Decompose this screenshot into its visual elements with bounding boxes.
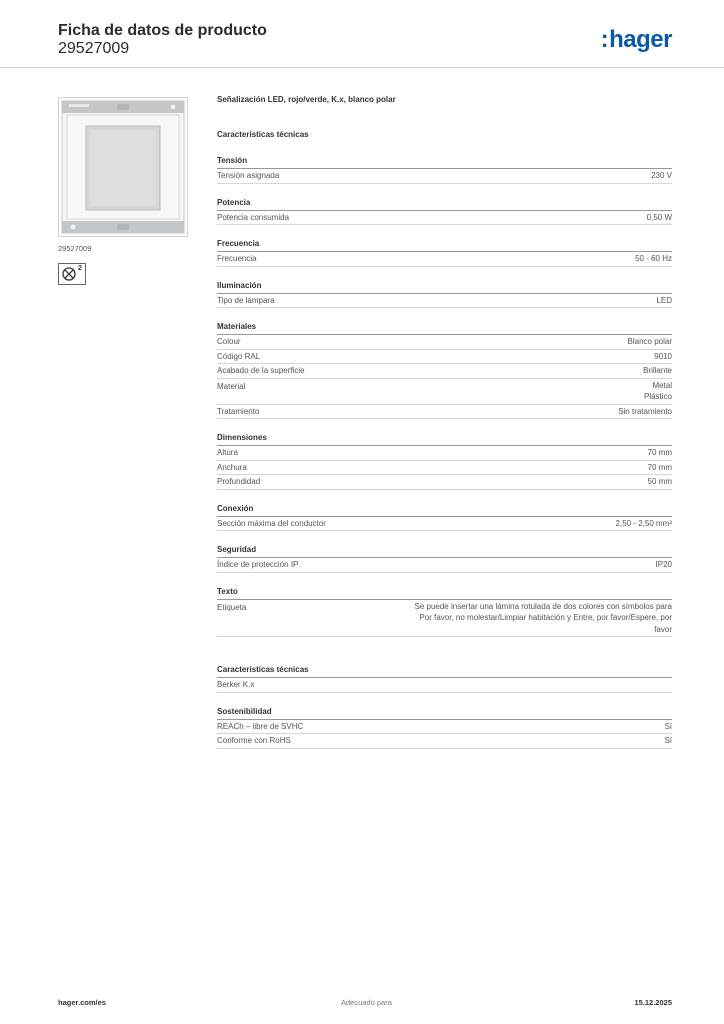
spec-key: Material	[217, 381, 246, 391]
value-line: Metal	[652, 380, 672, 390]
value-line: favor	[654, 624, 672, 634]
section-tension	[217, 154, 672, 184]
spec-row	[217, 600, 672, 638]
lamp-count: 2	[78, 265, 82, 272]
spec-value: 70 mm	[647, 448, 672, 457]
section-frecuencia	[217, 237, 672, 267]
spec-key: Código RAL	[217, 351, 261, 361]
spec-key: Berker K.x	[217, 680, 255, 689]
spec-row	[217, 364, 672, 379]
section-materiales	[217, 320, 672, 419]
spec-key: Sección máxima del conductor	[217, 518, 326, 528]
spec-key: Altura	[217, 448, 238, 457]
spec-value	[352, 601, 672, 636]
spec-key: Conforme con RoHS	[217, 736, 291, 745]
spec-row	[217, 678, 672, 693]
spec-key: Colour	[217, 337, 241, 346]
section-title: Conexión	[217, 502, 672, 517]
section-potencia	[217, 196, 672, 226]
logo-text: hager	[609, 26, 672, 53]
section-title: Características técnicas	[217, 663, 672, 678]
product-specs	[217, 95, 672, 761]
document-title: Ficha de datos de producto	[58, 22, 267, 39]
spec-row	[217, 379, 672, 405]
section-conexion	[217, 502, 672, 532]
lamp-icon	[61, 266, 77, 282]
spec-row	[217, 734, 672, 749]
spec-row	[217, 211, 672, 226]
spec-value: Sí	[664, 736, 672, 745]
spec-key: REACh – libre de SVHC	[217, 721, 304, 731]
section-sostenibilidad	[217, 705, 672, 749]
section-title: Seguridad	[217, 543, 672, 558]
spec-key: Tipo de lámpara	[217, 295, 275, 305]
spec-row	[217, 475, 672, 490]
spec-key: Tratamiento	[217, 406, 260, 416]
spec-row	[217, 558, 672, 573]
spec-row	[217, 294, 672, 309]
footer-date: 15.12.2025	[634, 998, 672, 1007]
product-number: 29527009	[58, 40, 130, 57]
product-description: Señalización LED, rojo/verde, K.x, blanco polar	[217, 95, 396, 104]
value-line: Se puede insertar una lámina rotulada de dos colores con símbolos para	[414, 601, 672, 611]
spec-row	[217, 446, 672, 461]
spec-value: 70 mm	[647, 462, 672, 472]
spec-value: Sin tratamiento	[618, 406, 672, 416]
section-title: Sostenibilidad	[217, 705, 672, 720]
section-dimensiones	[217, 431, 672, 490]
spec-key: Anchura	[217, 462, 247, 472]
spec-row	[217, 461, 672, 476]
spec-value: 50 mm	[647, 477, 672, 486]
footer-center: Adecuado para	[341, 998, 392, 1007]
section-title: Características técnicas	[217, 130, 309, 139]
spec-value: 9010	[654, 351, 672, 361]
section-title: Iluminación	[217, 279, 672, 294]
spec-key: Etiqueta	[217, 602, 247, 612]
spec-row	[217, 350, 672, 365]
section-title: Tensión	[217, 154, 672, 169]
spec-value: 230 V	[651, 171, 672, 180]
spec-row	[217, 405, 672, 420]
section-title: Potencia	[217, 196, 672, 211]
spec-value: 50 - 60 Hz	[635, 254, 672, 263]
page-header	[58, 22, 672, 66]
hager-logo: :hager	[600, 26, 672, 53]
spec-row	[217, 169, 672, 184]
spec-value: 2,50 - 2,50 mm²	[615, 518, 672, 528]
value-line: Plástico	[643, 392, 672, 401]
section-texto	[217, 585, 672, 638]
spec-value: Blanco polar	[627, 337, 672, 346]
value-line: Por favor, no molestar/Limpiar habitación y Entre, por favor/Espere, por	[419, 613, 672, 622]
header-divider	[0, 67, 724, 68]
spec-key: Índice de protección IP	[217, 560, 299, 569]
spec-key: Potencia consumida	[217, 212, 290, 222]
spec-key: Acabado de la superficie	[217, 366, 305, 375]
spec-value: LED	[656, 295, 672, 305]
spec-value: 0,50 W	[646, 212, 672, 222]
spec-value: Brillante	[643, 366, 672, 375]
spec-row	[217, 252, 672, 267]
footer-website: hager.com/es	[58, 998, 106, 1007]
section-title: Texto	[217, 585, 672, 600]
product-image	[58, 97, 188, 237]
section-seguridad	[217, 543, 672, 573]
spec-value	[644, 380, 672, 403]
section-caracteristicas-2	[217, 663, 672, 693]
spec-value: IP20	[655, 560, 672, 569]
section-title: Materiales	[217, 320, 672, 335]
image-caption: 29527009	[58, 244, 92, 253]
spec-key: Profundidad	[217, 477, 261, 486]
section-title: Frecuencia	[217, 237, 672, 252]
spec-row	[217, 335, 672, 350]
section-iluminacion	[217, 279, 672, 309]
spec-key: Tensión asignada	[217, 171, 280, 180]
spec-value: Sí	[664, 721, 672, 731]
lamp-symbol-box	[58, 263, 86, 285]
spec-row	[217, 720, 672, 735]
section-title: Dimensiones	[217, 431, 672, 446]
spec-row	[217, 517, 672, 532]
spec-key: Frecuencia	[217, 254, 257, 263]
